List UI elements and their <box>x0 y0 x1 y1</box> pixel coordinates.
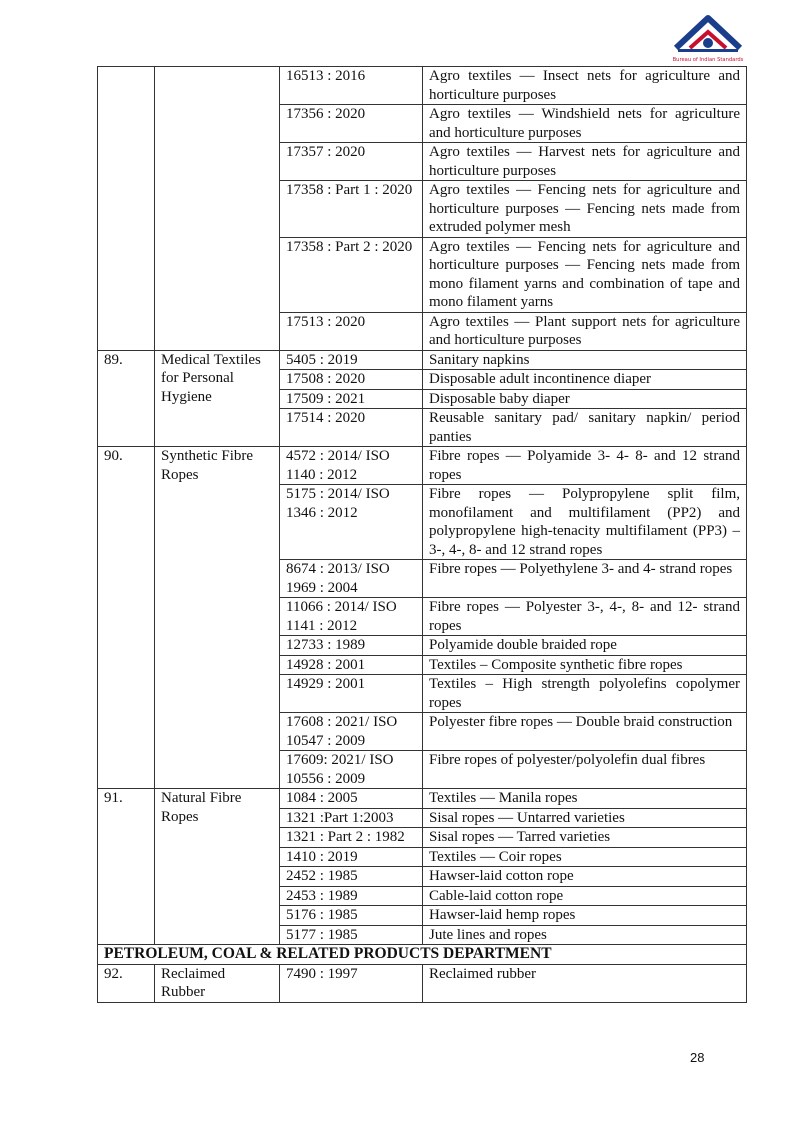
department-row <box>98 945 747 965</box>
standard-title: Fibre ropes — Polyethylene 3- and 4- strand ropes <box>423 560 747 598</box>
table-row <box>98 67 747 105</box>
is-number: 17358 : Part 1 : 2020 <box>280 181 423 238</box>
serial-number: 90. <box>98 447 155 789</box>
is-number: 17357 : 2020 <box>280 143 423 181</box>
is-number: 11066 : 2014/ ISO 1141 : 2012 <box>280 598 423 636</box>
product-group <box>155 67 280 351</box>
is-number: 5176 : 1985 <box>280 906 423 926</box>
standard-title: Cable-laid cotton rope <box>423 886 747 906</box>
table-row <box>98 789 747 809</box>
product-group: Synthetic Fibre Ropes <box>155 447 280 789</box>
standard-title: Polyamide double braided rope <box>423 636 747 656</box>
is-number: 1321 :Part 1:2003 <box>280 808 423 828</box>
product-group: Reclaimed Rubber <box>155 964 280 1002</box>
is-number: 5177 : 1985 <box>280 925 423 945</box>
standard-title: Agro textiles — Plant support nets for agriculture and horticulture purposes <box>423 312 747 350</box>
standards-table <box>97 66 747 1003</box>
is-number: 17508 : 2020 <box>280 370 423 390</box>
standard-title: Agro textiles — Fencing nets for agriculture and horticulture purposes — Fencing nets made from extruded polymer mesh <box>423 181 747 238</box>
page-number: 28 <box>690 1050 705 1065</box>
standard-title: Hawser-laid hemp ropes <box>423 906 747 926</box>
is-number: 16513 : 2016 <box>280 67 423 105</box>
standard-title: Reclaimed rubber <box>423 964 747 1002</box>
table-row <box>98 350 747 370</box>
standard-title: Sisal ropes — Untarred varieties <box>423 808 747 828</box>
is-number: 17609: 2021/ ISO 10556 : 2009 <box>280 751 423 789</box>
standard-title: Jute lines and ropes <box>423 925 747 945</box>
standard-title: Reusable sanitary pad/ sanitary napkin/ period panties <box>423 409 747 447</box>
is-number: 14928 : 2001 <box>280 655 423 675</box>
is-number: 12733 : 1989 <box>280 636 423 656</box>
standard-title: Fibre ropes — Polyamide 3- 4- 8- and 12 strand ropes <box>423 447 747 485</box>
is-number: 7490 : 1997 <box>280 964 423 1002</box>
standard-title: Agro textiles — Windshield nets for agriculture and horticulture purposes <box>423 105 747 143</box>
serial-number: 92. <box>98 964 155 1002</box>
is-number: 2453 : 1989 <box>280 886 423 906</box>
svg-text:Bureau of Indian Standards: Bureau of Indian Standards <box>672 57 744 63</box>
is-number: 17356 : 2020 <box>280 105 423 143</box>
department-heading: PETROLEUM, COAL & RELATED PRODUCTS DEPARTMENT <box>98 945 747 965</box>
standard-title: Disposable baby diaper <box>423 389 747 409</box>
standard-title: Fibre ropes of polyester/polyolefin dual fibres <box>423 751 747 789</box>
is-number: 5175 : 2014/ ISO 1346 : 2012 <box>280 485 423 560</box>
standard-title: Agro textiles — Insect nets for agriculture and horticulture purposes <box>423 67 747 105</box>
standard-title: Textiles – Composite synthetic fibre ropes <box>423 655 747 675</box>
standard-title: Polyester fibre ropes — Double braid construction <box>423 713 747 751</box>
is-number: 17513 : 2020 <box>280 312 423 350</box>
standard-title: Hawser-laid cotton rope <box>423 867 747 887</box>
standard-title: Disposable adult incontinence diaper <box>423 370 747 390</box>
standard-title: Textiles — Coir ropes <box>423 847 747 867</box>
standard-title: Agro textiles — Fencing nets for agriculture and horticulture purposes — Fencing nets made from mono filament yarns and combination of tape and mono filament yarns <box>423 237 747 312</box>
is-number: 2452 : 1985 <box>280 867 423 887</box>
bis-logo <box>672 14 744 66</box>
is-number: 5405 : 2019 <box>280 350 423 370</box>
serial-number: 89. <box>98 350 155 447</box>
table-row <box>98 447 747 485</box>
is-number: 17514 : 2020 <box>280 409 423 447</box>
standard-title: Sanitary napkins <box>423 350 747 370</box>
is-number: 1321 : Part 2 : 1982 <box>280 828 423 848</box>
is-number: 17358 : Part 2 : 2020 <box>280 237 423 312</box>
table-row <box>98 964 747 1002</box>
is-number: 14929 : 2001 <box>280 675 423 713</box>
standard-title: Textiles – High strength polyolefins copolymer ropes <box>423 675 747 713</box>
is-number: 4572 : 2014/ ISO 1140 : 2012 <box>280 447 423 485</box>
product-group: Natural Fibre Ropes <box>155 789 280 945</box>
is-number: 1084 : 2005 <box>280 789 423 809</box>
is-number: 17608 : 2021/ ISO 10547 : 2009 <box>280 713 423 751</box>
is-number: 1410 : 2019 <box>280 847 423 867</box>
product-group: Medical Textiles for Personal Hygiene <box>155 350 280 447</box>
is-number: 17509 : 2021 <box>280 389 423 409</box>
serial-number: 91. <box>98 789 155 945</box>
is-number: 8674 : 2013/ ISO 1969 : 2004 <box>280 560 423 598</box>
standard-title: Agro textiles — Harvest nets for agriculture and horticulture purposes <box>423 143 747 181</box>
standard-title: Fibre ropes — Polypropylene split film, monofilament and multifilament (PP2) and polypropylene high-tenacity multifilament (PP3) – 3-, 4-, 8- and 12 strand ropes <box>423 485 747 560</box>
standard-title: Fibre ropes — Polyester 3-, 4-, 8- and 12- strand ropes <box>423 598 747 636</box>
serial-number <box>98 67 155 351</box>
standard-title: Textiles — Manila ropes <box>423 789 747 809</box>
standard-title: Sisal ropes — Tarred varieties <box>423 828 747 848</box>
